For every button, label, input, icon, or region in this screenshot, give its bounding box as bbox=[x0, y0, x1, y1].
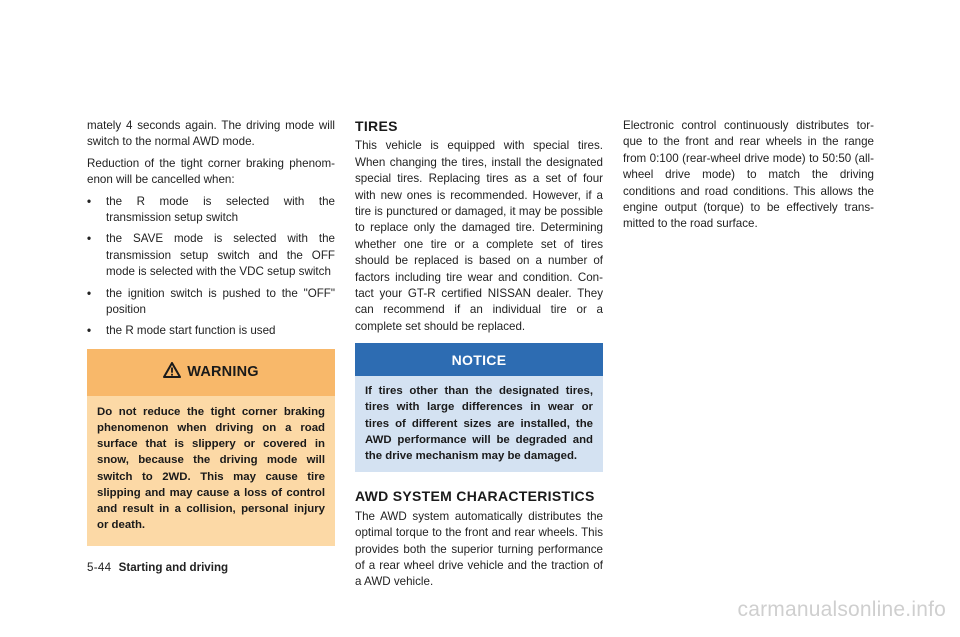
column-left bbox=[87, 118, 335, 546]
bullet-dot: • bbox=[87, 324, 92, 338]
list-item: • the R mode is selected with the transmission setup switch bbox=[87, 194, 335, 225]
bullet-dot: • bbox=[87, 286, 92, 300]
notice-header bbox=[355, 343, 603, 376]
watermark-text: carmanualsonline.info bbox=[737, 598, 946, 621]
warning-title: WARNING bbox=[187, 364, 259, 381]
notice-box bbox=[355, 343, 603, 472]
column-middle bbox=[355, 118, 603, 596]
warning-triangle-icon bbox=[163, 362, 181, 383]
page-number: 5-44 bbox=[87, 561, 112, 574]
bullet-list bbox=[87, 194, 335, 340]
list-item: • the R mode start function is used bbox=[87, 323, 335, 339]
warning-header bbox=[87, 349, 335, 396]
tires-heading: TIRES bbox=[355, 118, 398, 134]
list-item: • the SAVE mode is selected with the transmission setup switch and the OFF mode is selected with the VDC setup switch bbox=[87, 232, 335, 279]
section-title: Starting and driving bbox=[118, 561, 229, 574]
notice-text: If tires other than the designated tires, tires with large differences in wear or tires of different sizes are installed, the AWD performance will be degraded and the drive mechanism may be damaged. bbox=[365, 385, 593, 463]
awd-heading: AWD SYSTEM CHARACTERISTICS bbox=[355, 488, 595, 505]
page-footer bbox=[87, 561, 228, 574]
bullet-dot: • bbox=[87, 194, 92, 208]
torque-distribution-paragraph: Electronic control continuously distributes tor-que to the front and rear wheels in the range from 0:100 (rear-wheel drive mode) to 50:50 (all-wheel drive mode) to match the driving conditions and road conditions. This allows the engine output (torque) to be effectively trans-mitted to the road surface. bbox=[623, 119, 874, 231]
paragraph-reduction-intro: Reduction of the tight corner braking phenom-enon will be cancelled when: bbox=[87, 156, 335, 187]
warning-box bbox=[87, 349, 335, 546]
paragraph-continuation: mately 4 seconds again. The driving mode will switch to the normal AWD mode. bbox=[87, 119, 335, 149]
bullet-dot: • bbox=[87, 232, 92, 246]
notice-title: NOTICE bbox=[451, 351, 507, 368]
tires-paragraph: This vehicle is equipped with special tires. When changing the tires, install the designated special tires. Replacing tires as a set of four with new ones is recommended. However, if a tire is punctured or damaged, it may be possible to replace only the damaged tire. Determining whether one tire or a complete set of tires should be replaced is based on a number of factors including tire wear and condition. Con-tact your GT-R certified NISSAN dealer. They can recommend if an individual tire or a complete set should be replaced. bbox=[355, 139, 603, 333]
list-item: • the ignition switch is pushed to the "OFF" position bbox=[87, 286, 335, 317]
awd-paragraph: The AWD system automatically distributes the optimal torque to the front and rear wheels. This provides both the superior turning performance of a rear wheel drive vehicle and the traction of a AWD vehicle. bbox=[355, 509, 603, 589]
column-right bbox=[623, 118, 874, 238]
warning-text: Do not reduce the tight corner braking phenomenon when driving on a road surface that is slippery or covered in snow, because the driving mode will switch to 2WD. This may cause tire slipping and may cause a loss of control and result in a collision, personal injury or death. bbox=[97, 405, 325, 532]
